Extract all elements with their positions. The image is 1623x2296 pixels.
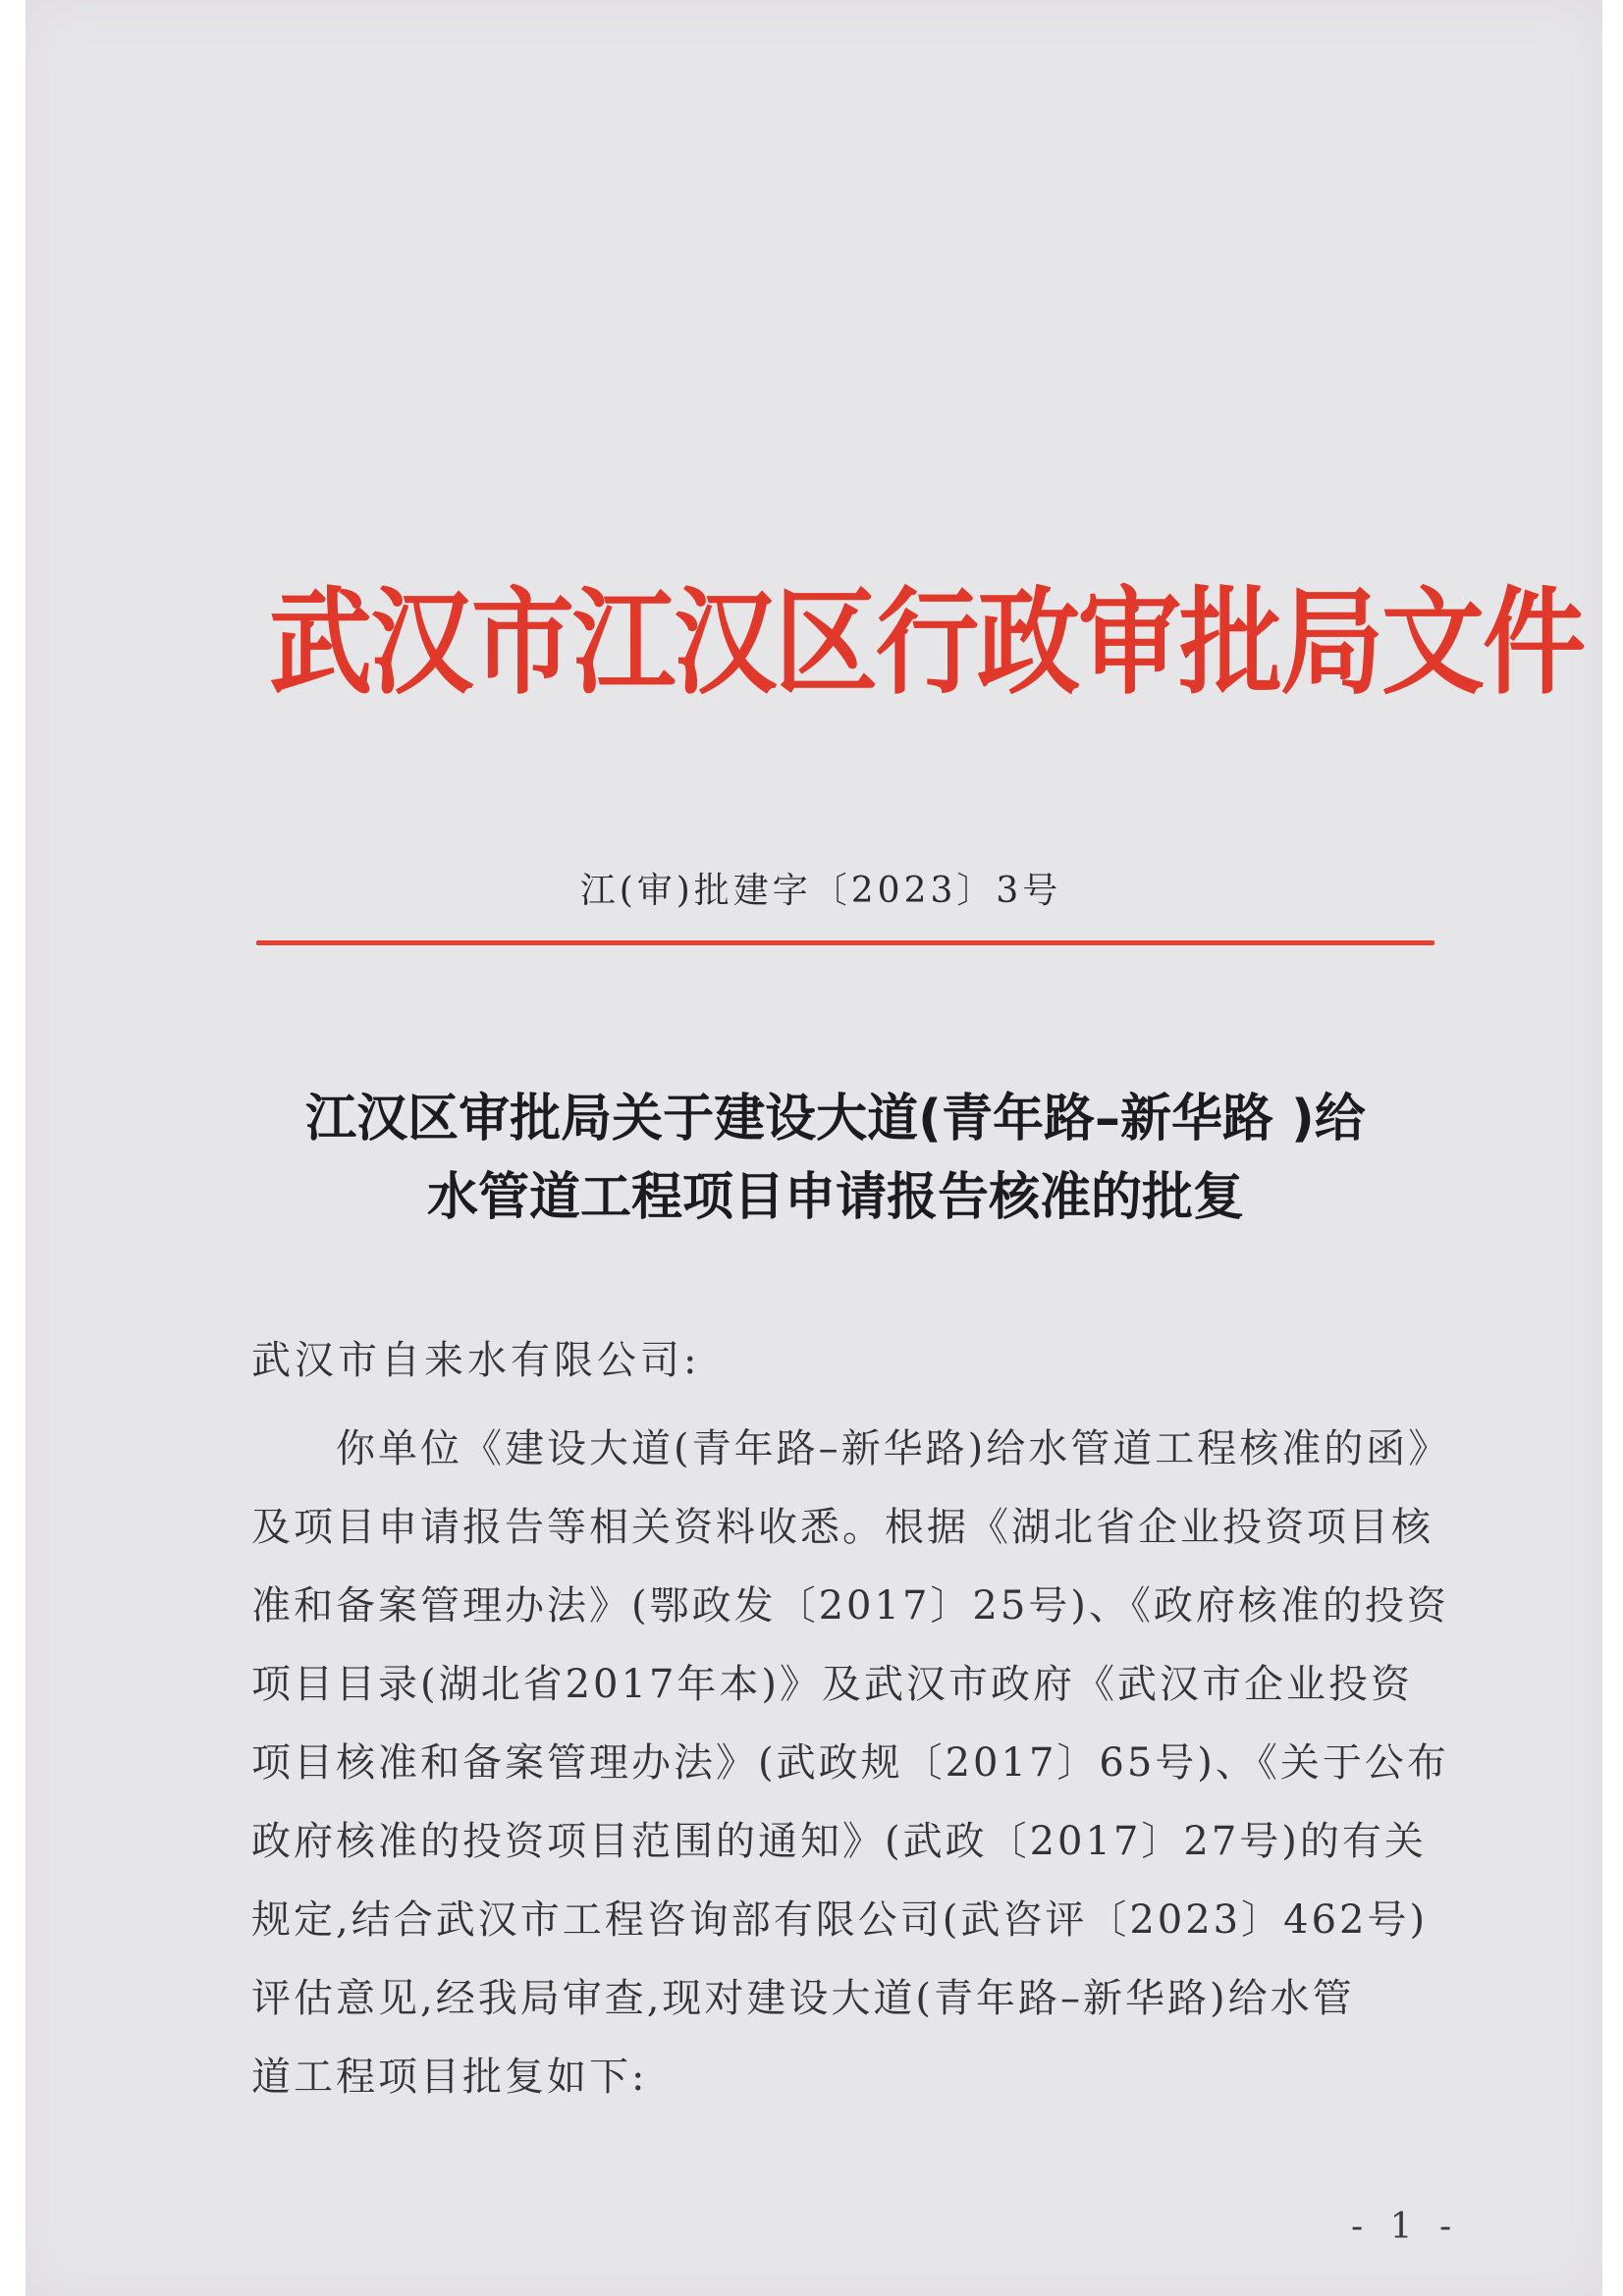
body-line-2: 及项目申请报告等相关资料收悉。根据《湖北省企业投资项目核	[251, 1505, 1434, 1550]
red-divider-line	[256, 940, 1434, 945]
document-page	[26, 0, 1602, 2296]
document-number: 江(审)批建字〔2023〕3号	[579, 871, 1062, 911]
title-line-1: 江汉区审批局关于建设大道(青年路–新华路 )给	[305, 1090, 1366, 1148]
body-line-4: 项目目录(湖北省2017年本)》及武汉市政府《武汉市企业投资	[251, 1662, 1414, 1707]
body-line-6: 政府核准的投资项目范围的通知》(武政〔2017〕27号)的有关	[251, 1819, 1427, 1864]
title-line-2: 水管道工程项目申请报告核准的批复	[426, 1168, 1244, 1227]
document-title	[222, 1080, 1449, 1237]
body-line-8: 评估意见,经我局审查,现对建设大道(青年路–新华路)给水管	[251, 1976, 1355, 2021]
body-line-7: 规定,结合武汉市工程咨询部有限公司(武咨评〔2023〕462号)	[251, 1897, 1429, 1943]
body-paragraph	[251, 1410, 1449, 2116]
body-line-3: 准和备案管理办法》(鄂政发〔2017〕25号)、《政府核准的投资	[251, 1583, 1449, 1629]
agency-header: 武汉市江汉区行政审批局文件	[269, 575, 1585, 711]
body-line-9: 道工程项目批复如下:	[251, 2055, 648, 2100]
body-line-1: 你单位《建设大道(青年路–新华路)给水管道工程核准的函》	[251, 1426, 1451, 1471]
page-number: - 1 -	[1351, 2207, 1460, 2247]
recipient: 武汉市自来水有限公司:	[251, 1338, 701, 1383]
body-line-5: 项目核准和备案管理办法》(武政规〔2017〕65号)、《关于公布	[251, 1740, 1449, 1786]
